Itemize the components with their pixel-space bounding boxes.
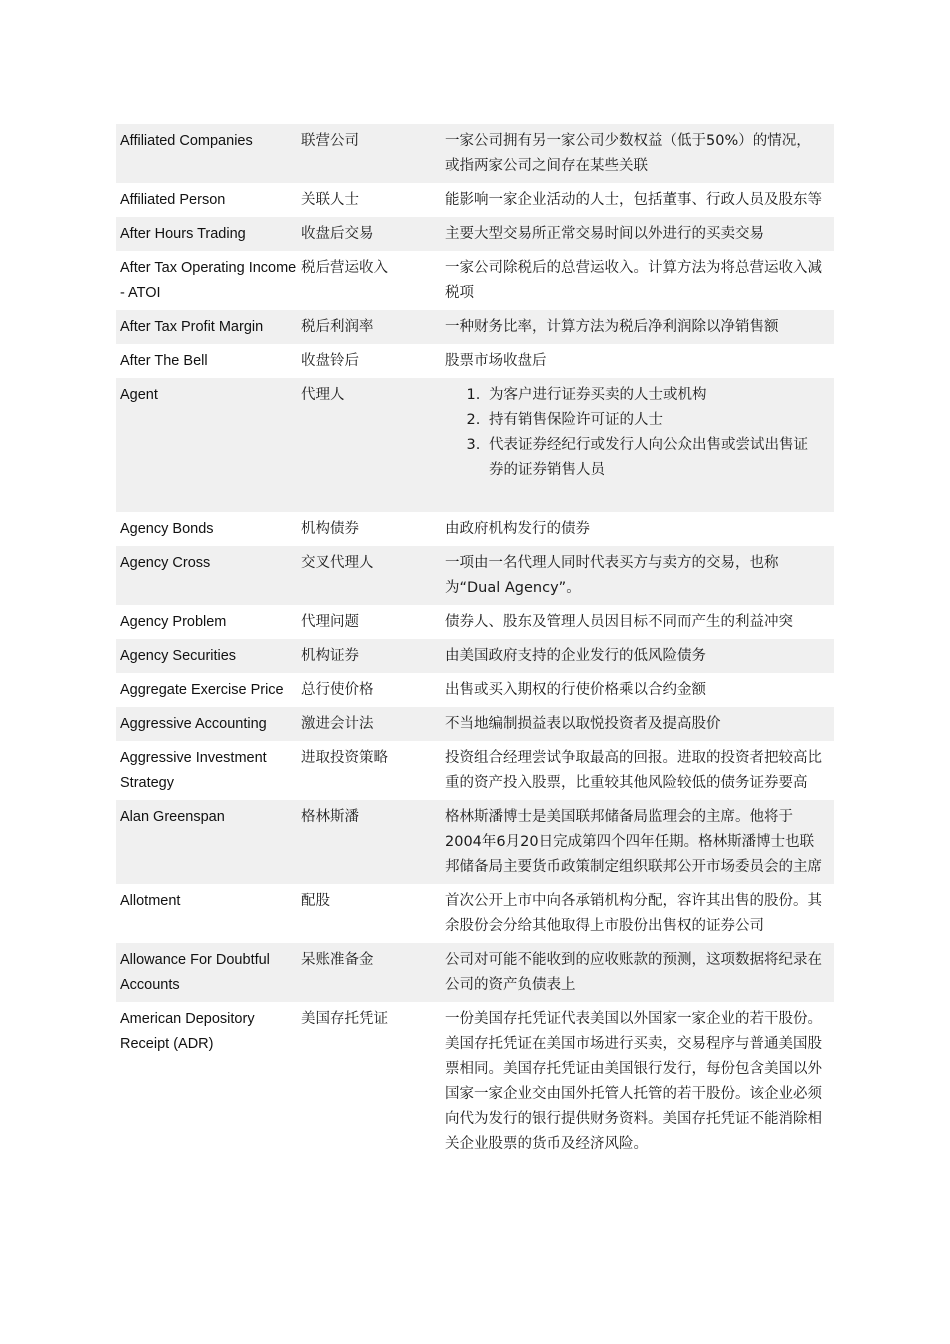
term-definition: 公司对可能不能收到的应收账款的预测，这项数据将纪录在公司的资产负债表上 bbox=[445, 952, 822, 993]
definition-list-item: 1. 为客户进行证券买卖的人士或机构 bbox=[485, 383, 822, 408]
definition-list bbox=[445, 383, 822, 483]
term-definition: 主要大型交易所正常交易时间以外进行的买卖交易 bbox=[445, 226, 764, 242]
term-definition: 债券人、股东及管理人员因目标不同而产生的利益冲突 bbox=[445, 614, 793, 630]
term-english: American Depository Receipt (ADR) bbox=[120, 1011, 255, 1052]
term-english: After Hours Trading bbox=[120, 226, 246, 242]
term-definition bbox=[441, 383, 834, 508]
term-english: Agency Cross bbox=[120, 555, 211, 571]
table-row bbox=[116, 800, 834, 884]
term-definition: 格林斯潘博士是美国联邦储备局监理会的主席。他将于2004年6月20日完成第四个四年任期。格林斯潘博士也联邦储备局主要货币政策制定组织联邦公开市场委员会的主席 bbox=[445, 809, 822, 875]
term-chinese: 机构债券 bbox=[301, 521, 359, 537]
term-definition: 由政府机构发行的债券 bbox=[445, 521, 590, 537]
term-chinese: 税后利润率 bbox=[301, 319, 374, 335]
term-chinese: 格林斯潘 bbox=[301, 809, 359, 825]
term-english: Allotment bbox=[120, 893, 181, 909]
term-english: After Tax Profit Margin bbox=[120, 319, 264, 335]
table-row bbox=[116, 124, 834, 183]
term-definition: 不当地编制损益表以取悦投资者及提高股价 bbox=[445, 716, 721, 732]
term-definition: 由美国政府支持的企业发行的低风险债务 bbox=[445, 648, 706, 664]
term-english: Agency Securities bbox=[120, 648, 237, 664]
term-chinese: 美国存托凭证 bbox=[301, 1011, 388, 1027]
term-english: Agency Bonds bbox=[120, 521, 214, 537]
term-english: Aggressive Investment Strategy bbox=[120, 750, 267, 791]
term-english: Affiliated Companies bbox=[120, 133, 253, 149]
term-chinese: 交叉代理人 bbox=[301, 555, 374, 571]
table-row bbox=[116, 546, 834, 605]
term-definition: 能影响一家企业活动的人士，包括董事、行政人员及股东等 bbox=[445, 192, 822, 208]
term-chinese: 收盘铃后 bbox=[301, 353, 359, 369]
term-chinese: 税后营运收入 bbox=[301, 260, 388, 276]
definition-list-item: 2. 持有销售保险许可证的人士 bbox=[485, 408, 822, 433]
term-definition: 股票市场收盘后 bbox=[445, 353, 547, 369]
term-chinese: 机构证券 bbox=[301, 648, 359, 664]
term-definition: 一家公司拥有另一家公司少数权益（低于50%）的情况，或指两家公司之间存在某些关联 bbox=[445, 133, 811, 174]
table-row bbox=[116, 378, 834, 512]
term-english: Affiliated Person bbox=[120, 192, 226, 208]
term-chinese: 呆账准备金 bbox=[301, 952, 374, 968]
table-row bbox=[116, 673, 834, 707]
table-row bbox=[116, 639, 834, 673]
term-english: Allowance For Doubtful Accounts bbox=[120, 952, 270, 993]
table-row bbox=[116, 310, 834, 344]
term-definition: 一份美国存托凭证代表美国以外国家一家企业的若干股份。美国存托凭证在美国市场进行买卖，交易程序与普通美国股票相同。美国存托凭证由美国银行发行，每份包含美国以外国家一家企业交由国外托管人托管的若干股份。该企业必须向代为发行的银行提供财务资料。美国存托凭证不能消除相关企业股票的货币及经济风险。 bbox=[445, 1011, 822, 1152]
term-chinese: 联营公司 bbox=[301, 133, 359, 149]
term-definition: 出售或买入期权的行使价格乘以合约金额 bbox=[445, 682, 706, 698]
term-definition: 一种财务比率，计算方法为税后净利润除以净销售额 bbox=[445, 319, 779, 335]
table-row bbox=[116, 605, 834, 639]
term-english: After The Bell bbox=[120, 353, 208, 369]
table-row bbox=[116, 1002, 834, 1161]
term-english: Agency Problem bbox=[120, 614, 227, 630]
term-chinese: 代理问题 bbox=[301, 614, 359, 630]
table-row bbox=[116, 251, 834, 310]
term-english: Alan Greenspan bbox=[120, 809, 225, 825]
table-row bbox=[116, 741, 834, 800]
glossary-table bbox=[116, 124, 834, 1161]
term-definition: 首次公开上市中向各承销机构分配，容许其出售的股份。其余股份会分给其他取得上市股份出售权的证券公司 bbox=[445, 893, 822, 934]
term-chinese: 总行使价格 bbox=[301, 682, 374, 698]
term-definition: 投资组合经理尝试争取最高的回报。进取的投资者把较高比重的资产投入股票，比重较其他风险较低的债务证券要高 bbox=[445, 750, 822, 791]
table-row bbox=[116, 183, 834, 217]
table-row bbox=[116, 943, 834, 1002]
term-chinese: 进取投资策略 bbox=[301, 750, 388, 766]
term-chinese: 配股 bbox=[301, 893, 330, 909]
term-english: Aggregate Exercise Price bbox=[120, 682, 284, 698]
table-row bbox=[116, 884, 834, 943]
term-english: Agent bbox=[120, 387, 158, 403]
table-row bbox=[116, 707, 834, 741]
table-row bbox=[116, 344, 834, 378]
term-chinese: 关联人士 bbox=[301, 192, 359, 208]
term-chinese: 激进会计法 bbox=[301, 716, 374, 732]
table-row bbox=[116, 512, 834, 546]
term-chinese: 代理人 bbox=[301, 387, 345, 403]
term-chinese: 收盘后交易 bbox=[301, 226, 374, 242]
table-row bbox=[116, 217, 834, 251]
term-english: After Tax Operating Income - ATOI bbox=[120, 260, 297, 301]
term-english: Aggressive Accounting bbox=[120, 716, 267, 732]
term-definition: 一项由一名代理人同时代表买方与卖方的交易，也称为“Dual Agency”。 bbox=[445, 555, 779, 596]
term-definition: 一家公司除税后的总营运收入。计算方法为将总营运收入减税项 bbox=[445, 260, 822, 301]
definition-list-item: 3. 代表证券经纪行或发行人向公众出售或尝试出售证券的证券销售人员 bbox=[485, 433, 822, 483]
